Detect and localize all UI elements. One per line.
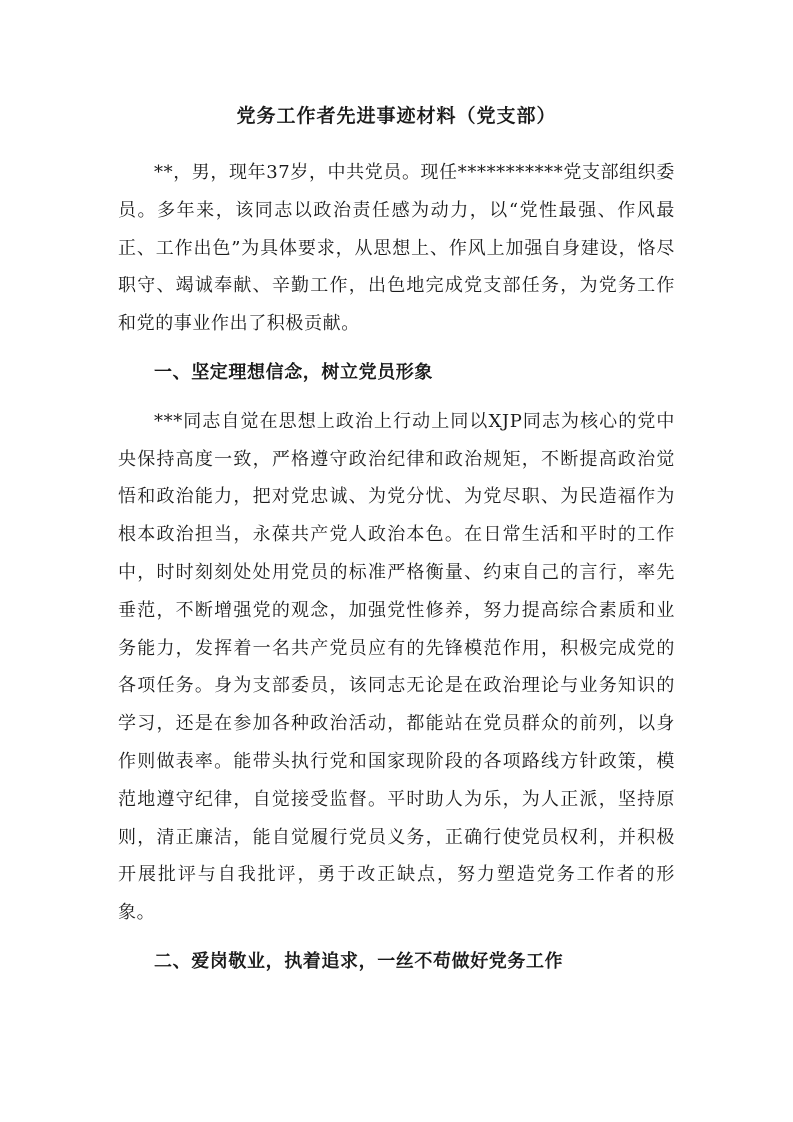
intro-paragraph: **，男，现年37岁，中共党员。现任***********党支部组织委员。多年来，该同志以政治责任感为动力，以“党性最强、作风最正、工作出色”为具体要求，从思想上、作风上加强自身建设，恪尽职守、竭诚奉献、辛勤工作，出色地完成党支部任务，为党务工作和党的事业作出了积极贡献。 — [118, 162, 675, 335]
section-1-heading: 一、坚定理想信念，树立党员形象 — [154, 361, 433, 383]
document-body — [118, 100, 675, 992]
section-1-paragraph: ***同志自觉在思想上政治上行动上同以XJP同志为核心的党中央保持高度一致，严格遵守政治纪律和政治规矩，不断提高政治觉悟和政治能力，把对党忠诚、为党分忧、为党尽职、为民造福作为根本政治担当，永葆共产党人政治本色。在日常生活和平时的工作中，时时刻刻处处用党员的标准严格衡量、约束自己的言行，率先垂范，不断增强党的观念，加强党性修养，努力提高综合素质和业务能力，发挥着一名共产党员应有的先锋模范作用，积极完成党的各项任务。身为支部委员，该同志无论是在政治理论与业务知识的学习，还是在参加各种政治活动，都能站在党员群众的前列，以身作则做表率。能带头执行党和国家现阶段的各项路线方针政策，模范地遵守纪律，自觉接受监督。平时助人为乐，为人正派，坚持原则，清正廉洁，能自觉履行党员义务，正确行使党员权利，并积极开展批评与自我批评，勇于改正缺点，努力塑造党务工作者的形象。 — [118, 410, 675, 924]
document-title: 党务工作者先进事迹材料（党支部） — [236, 105, 557, 127]
section-2-heading: 二、爱岗敬业，执着追求，一丝不苟做好党务工作 — [154, 950, 564, 972]
